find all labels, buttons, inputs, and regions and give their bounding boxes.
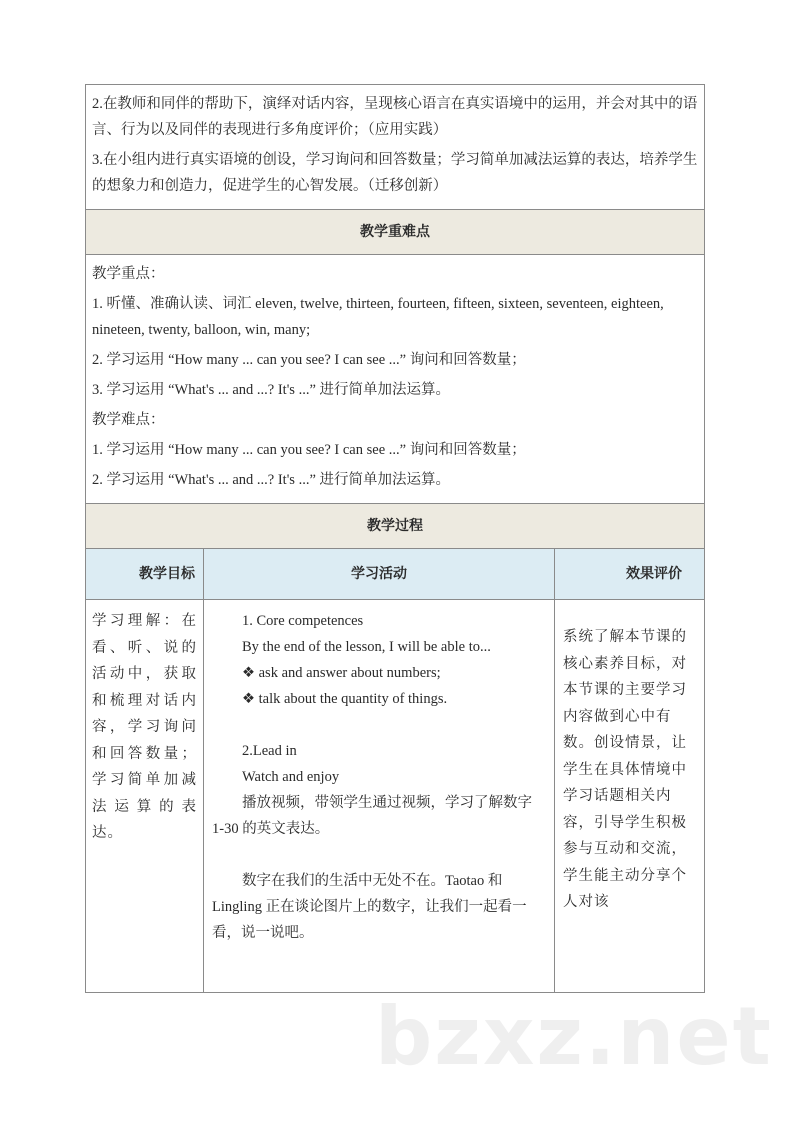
focus-label: 教学重点：: [92, 266, 165, 282]
focus-item: 1. 听懂、准确认读、词汇 eleven, twelve, thirteen, fourteen, fifteen, sixteen, seventeen, eighteen, nineteen, twenty, balloon, win, many;: [92, 296, 664, 338]
objective-line: 3.在小组内进行真实语境的创设，学习询问和回答数量；学习简单加减法运算的表达，培养学生的想象力和创造力，促进学生的心智发展。（迁移创新）: [92, 152, 698, 194]
objectives-cell: [86, 85, 705, 210]
bullet-text: ask and answer about numbers;: [258, 665, 441, 681]
column-header-activity: 学习活动: [204, 549, 555, 600]
activity-paragraph: 数字在我们的生活中无处不在。Taotao 和 Lingling 正在谈论图片上的数字，让我们一起看一看，说一说吧。: [212, 873, 527, 941]
focus-item: 2. 学习运用 “How many ... can you see? I can see ...” 询问和回答数量；: [92, 352, 526, 368]
lesson-plan-page: [85, 84, 704, 993]
key-points-cell: [86, 255, 705, 504]
key-points-header-row: [86, 210, 705, 255]
watermark: bzxz.net: [375, 990, 773, 1083]
process-row: [86, 600, 705, 993]
diamond-bullet-icon: ❖: [242, 691, 255, 707]
process-heading: 教学过程: [86, 504, 705, 549]
process-header-row: [86, 504, 705, 549]
process-column-headers: [86, 549, 705, 600]
objective-line: 2.在教师和同伴的帮助下，演绎对话内容，呈现核心语言在真实语境中的运用，并会对其中的语言、行为以及同伴的表现进行多角度评价；（应用实践）: [92, 96, 698, 138]
difficulty-label: 教学难点：: [92, 412, 165, 428]
activity-item1-intro: By the end of the lesson, I will be able to...: [242, 639, 491, 655]
evaluation-cell: 系统了解本节课的核心素养目标，对本节课的主要学习内容做到心中有数。创设情景，让学生在具体情境中学习话题相关内容，引导学生积极参与互动和交流，学生能主动分享个人对该: [555, 600, 705, 993]
bullet-text: talk about the quantity of things.: [258, 691, 448, 707]
objectives-row: [86, 85, 705, 210]
activity-item1-title: 1. Core competences: [242, 613, 364, 629]
objective-cell: 学习理解：在看、听、说的活动中，获取和梳理对话内容，学习询问和回答数量；学习简单加减法运算的表达。: [86, 600, 204, 993]
focus-item: 3. 学习运用 “What's ... and ...? It's ...” 进行简单加法运算。: [92, 382, 451, 398]
bullet-item: [212, 686, 546, 712]
column-header-evaluation: 效果评价: [555, 549, 705, 600]
key-points-row: [86, 255, 705, 504]
diamond-bullet-icon: ❖: [242, 665, 255, 681]
activity-item2-title: 2.Lead in: [242, 743, 297, 759]
activity-paragraph: 播放视频，带领学生通过视频，学习了解数字 1-30 的英文表达。: [212, 795, 532, 837]
column-header-objective: 教学目标: [86, 549, 204, 600]
key-points-heading: 教学重难点: [86, 210, 705, 255]
difficulty-item: 2. 学习运用 “What's ... and ...? It's ...” 进行简单加法运算。: [92, 472, 451, 488]
difficulty-item: 1. 学习运用 “How many ... can you see? I can see ...” 询问和回答数量；: [92, 442, 526, 458]
lesson-plan-table: [85, 84, 705, 993]
activity-item2-sub: Watch and enjoy: [242, 769, 340, 785]
bullet-item: [212, 660, 546, 686]
activity-cell: [204, 600, 555, 993]
